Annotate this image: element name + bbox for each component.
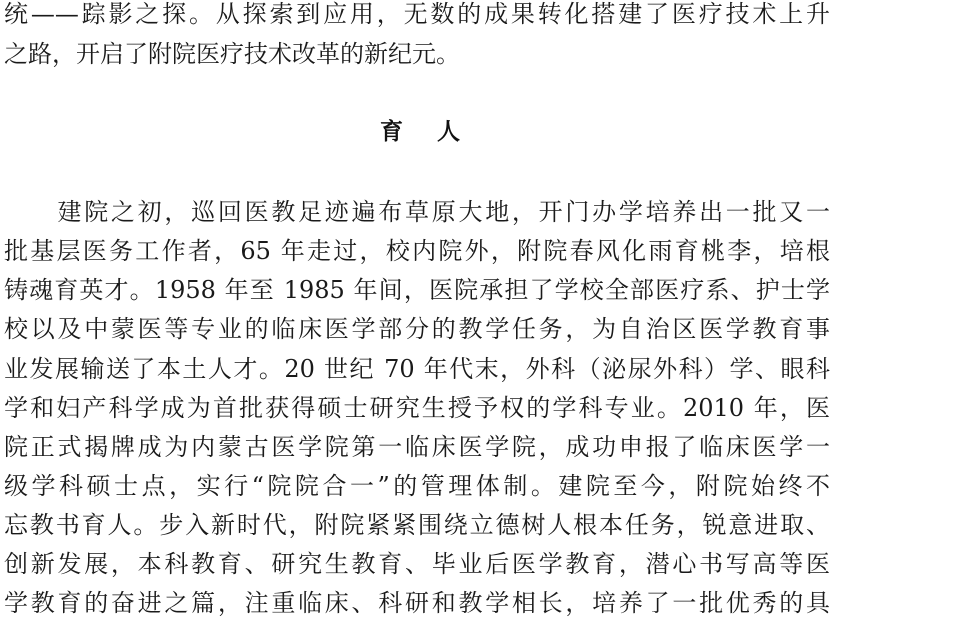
intro-line-1: 统——踪影之探。从探索到应用，无数的成果转化搭建了医疗技术上升 (4, 0, 830, 28)
body-line-4: 校以及中蒙医等专业的临床医学部分的教学任务，为自治区医学教育事 (4, 315, 830, 343)
body-line-6: 学和妇产科学成为首批获得硕士研究生授予权的学科专业。2010 年，医 (4, 394, 830, 422)
section-heading-char-1: 育 (380, 119, 403, 145)
section-heading-char-2: 人 (437, 119, 460, 145)
section-heading (380, 112, 460, 152)
body-line-2: 批基层医务工作者，65 年走过，校内院外，附院春风化雨育桃李，培根 (4, 237, 830, 265)
body-line-9: 忘教书育人。步入新时代，附院紧紧围绕立德树人根本任务，锐意进取、 (4, 511, 830, 539)
body-line-10: 创新发展，本科教育、研究生教育、毕业后医学教育，潜心书写高等医 (4, 550, 830, 578)
body-line-11: 学教育的奋进之篇，注重临床、科研和教学相长，培养了一批优秀的具 (4, 589, 830, 617)
intro-line-2: 之路，开启了附院医疗技术改革的新纪元。 (4, 40, 460, 68)
body-line-3: 铸魂育英才。1958 年至 1985 年间，医院承担了学校全部医疗系、护士学 (4, 276, 830, 304)
body-line-1: 建院之初，巡回医教足迹遍布草原大地，开门办学培养出一批又一 (4, 198, 830, 226)
body-line-5: 业发展输送了本土人才。20 世纪 70 年代末，外科（泌尿外科）学、眼科 (4, 355, 830, 383)
body-line-8: 级学科硕士点，实行“院院合一”的管理体制。建院至今，附院始终不 (4, 472, 830, 500)
body-line-7: 院正式揭牌成为内蒙古医学院第一临床医学院，成功申报了临床医学一 (4, 433, 830, 461)
